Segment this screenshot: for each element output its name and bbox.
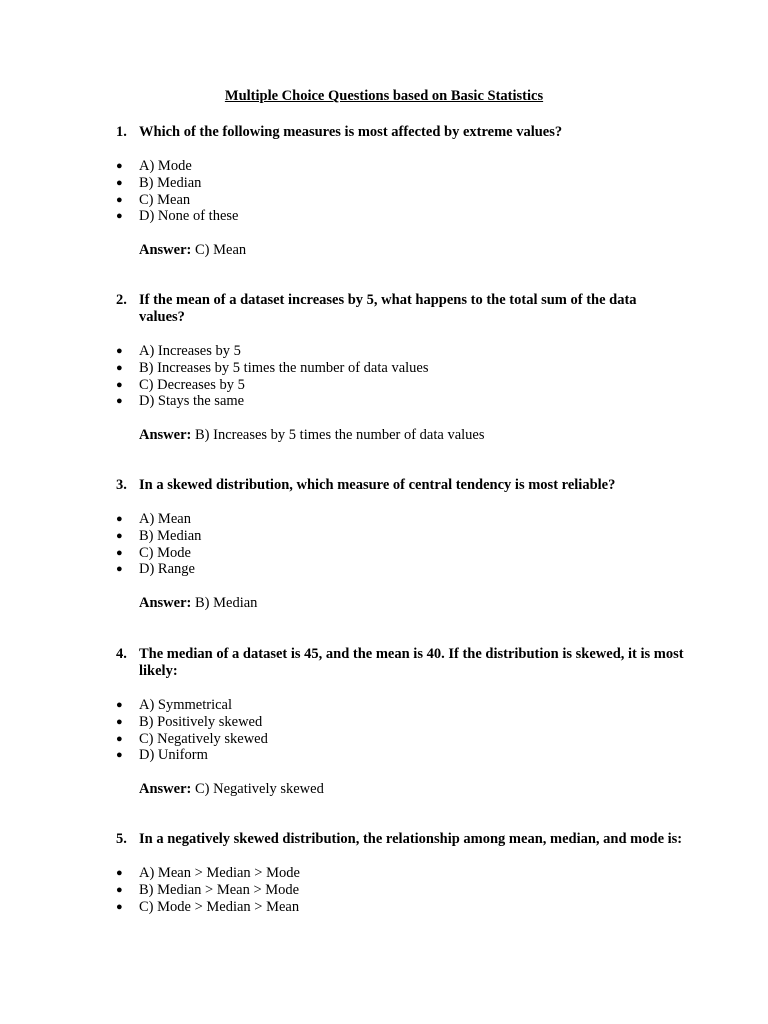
question-text: The median of a dataset is 45, and the mean is 40. If the distribution is skewed, it is most likely: xyxy=(139,646,684,679)
option-item xyxy=(116,208,686,225)
question-4 xyxy=(116,646,686,798)
option-text: B) Median xyxy=(139,174,202,191)
answer-value: C) Negatively skewed xyxy=(194,781,324,798)
option-text: C) Mean xyxy=(139,191,191,208)
answer-line xyxy=(139,427,686,444)
answer-label: Answer: xyxy=(139,427,192,444)
option-list xyxy=(116,343,686,410)
option-text: A) Mean xyxy=(139,511,191,527)
answer-line xyxy=(139,781,686,798)
option-item xyxy=(116,561,686,578)
option-list xyxy=(116,697,686,764)
bullet-icon: ● xyxy=(116,867,123,879)
question-number: 3. xyxy=(116,477,127,493)
option-item xyxy=(116,192,686,209)
bullet-icon: ● xyxy=(116,345,123,357)
question-5 xyxy=(116,831,686,915)
option-text: B) Increases by 5 times the number of data values xyxy=(139,359,429,376)
option-item xyxy=(116,865,686,882)
option-text: B) Positively skewed xyxy=(139,713,263,730)
option-text: A) Increases by 5 xyxy=(139,343,241,359)
bullet-icon: ● xyxy=(116,715,123,728)
option-list xyxy=(116,511,686,578)
page-title: Multiple Choice Questions based on Basic Statistics xyxy=(224,88,544,104)
answer-line xyxy=(139,595,686,612)
question-number: 4. xyxy=(116,646,127,662)
option-item xyxy=(116,511,686,528)
option-item xyxy=(116,528,686,545)
question-number: 2. xyxy=(116,292,127,308)
bullet-icon: ● xyxy=(116,883,123,896)
option-text: C) Mode > Median > Mean xyxy=(139,898,300,915)
question-text: In a skewed distribution, which measure of central tendency is most reliable? xyxy=(139,477,616,493)
option-item xyxy=(116,158,686,175)
question-number: 5. xyxy=(116,831,127,847)
option-item xyxy=(116,360,686,377)
answer-label: Answer: xyxy=(139,242,192,259)
answer-label: Answer: xyxy=(139,781,192,798)
bullet-icon: ● xyxy=(116,900,123,913)
question-text: Which of the following measures is most affected by extreme values? xyxy=(139,124,563,140)
bullet-icon: ● xyxy=(116,361,123,374)
option-item xyxy=(116,343,686,360)
bullet-icon: ● xyxy=(116,193,123,206)
option-text: A) Symmetrical xyxy=(139,697,233,713)
question-3 xyxy=(116,477,686,612)
option-text: D) Stays the same xyxy=(139,393,245,410)
option-list xyxy=(116,158,686,225)
bullet-icon: ● xyxy=(116,529,123,542)
option-text: A) Mean > Median > Mode xyxy=(139,865,300,881)
option-item xyxy=(116,393,686,410)
bullet-icon: ● xyxy=(116,749,123,762)
answer-line xyxy=(139,242,686,259)
question-2 xyxy=(116,292,686,444)
bullet-icon: ● xyxy=(116,563,123,576)
option-text: D) None of these xyxy=(139,208,239,225)
option-item xyxy=(116,731,686,748)
option-text: B) Median xyxy=(139,527,202,544)
question-heading xyxy=(116,477,686,494)
option-text: A) Mode xyxy=(139,158,192,174)
bullet-icon: ● xyxy=(116,513,123,525)
answer-label: Answer: xyxy=(139,595,192,612)
bullet-icon: ● xyxy=(116,160,123,172)
option-text: D) Range xyxy=(139,561,195,578)
option-text: C) Decreases by 5 xyxy=(139,376,245,393)
option-item xyxy=(116,175,686,192)
question-text: In a negatively skewed distribution, the relationship among mean, median, and mode is: xyxy=(139,831,683,847)
option-item xyxy=(116,377,686,394)
question-1 xyxy=(116,124,686,259)
option-list xyxy=(116,865,686,915)
bullet-icon: ● xyxy=(116,699,123,711)
question-number: 1. xyxy=(116,124,127,140)
bullet-icon: ● xyxy=(116,546,123,559)
bullet-icon: ● xyxy=(116,395,123,408)
answer-value: B) Increases by 5 times the number of data values xyxy=(194,427,485,444)
option-item xyxy=(116,899,686,916)
answer-value: C) Mean xyxy=(194,242,247,259)
bullet-icon: ● xyxy=(116,378,123,391)
bullet-icon: ● xyxy=(116,210,123,223)
question-heading xyxy=(116,831,686,848)
option-item xyxy=(116,882,686,899)
question-heading xyxy=(116,646,686,680)
bullet-icon: ● xyxy=(116,732,123,745)
question-heading xyxy=(116,124,686,141)
option-text: C) Mode xyxy=(139,544,191,561)
option-text: D) Uniform xyxy=(139,747,208,764)
question-text: If the mean of a dataset increases by 5, what happens to the total sum of the data values? xyxy=(139,292,637,325)
option-text: C) Negatively skewed xyxy=(139,730,268,747)
bullet-icon: ● xyxy=(116,176,123,189)
answer-value: B) Median xyxy=(194,595,258,612)
option-item xyxy=(116,747,686,764)
question-heading xyxy=(116,292,686,326)
option-item xyxy=(116,697,686,714)
option-item xyxy=(116,714,686,731)
option-text: B) Median > Mean > Mode xyxy=(139,881,300,898)
option-item xyxy=(116,545,686,562)
